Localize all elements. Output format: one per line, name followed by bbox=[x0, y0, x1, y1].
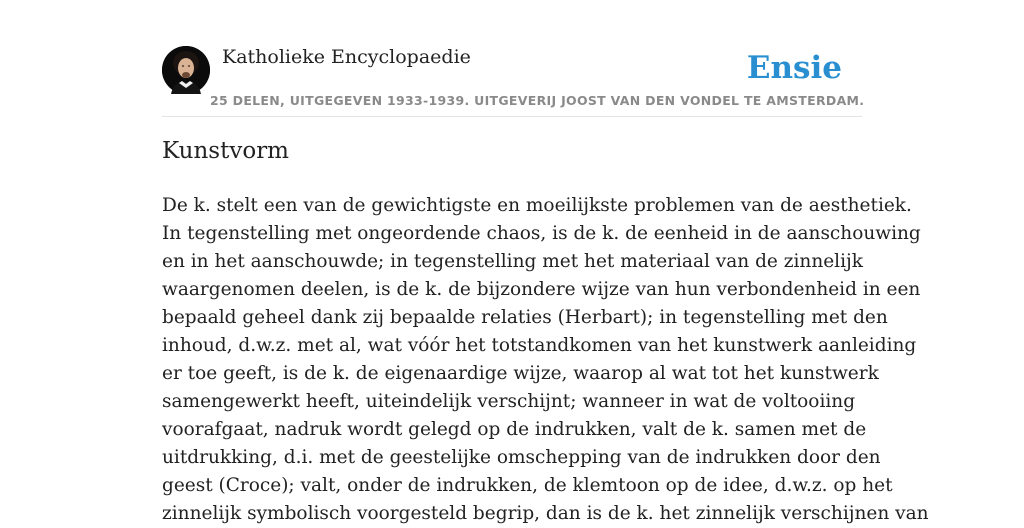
body-line: uitdrukking, d.i. met de geestelijke omschepping van de indrukken door den bbox=[162, 447, 881, 468]
ensie-logo[interactable]: Ensie bbox=[746, 50, 842, 86]
body-line: geest (Croce); valt, onder de indrukken, de klemtoon op de idee, d.w.z. op het bbox=[162, 475, 893, 496]
body-line: samengewerkt heeft, uiteindelijk verschijnt; wanneer in wat de voltooiing bbox=[162, 391, 856, 412]
body-line: er toe geeft, is de k. de eigenaardige wijze, waarop al wat tot het kunstwerk bbox=[162, 363, 879, 384]
portrait-icon bbox=[162, 46, 210, 94]
source-subtitle: 25 DELEN, UITGEGEVEN 1933-1939. UITGEVERIJ JOOST VAN DEN VONDEL TE AMSTERDAM. bbox=[210, 93, 865, 108]
body-line: waargenomen deelen, is de k. de bijzondere wijze van hun verbondenheid in een bbox=[162, 279, 921, 300]
body-line: inhoud, d.w.z. met al, wat vóór het totstandkomen van het kunstwerk aanleiding bbox=[162, 335, 917, 356]
body-line: De k. stelt een van de gewichtigste en moeilijkste problemen van de aesthetiek. bbox=[162, 195, 912, 216]
body-line: zinnelijk symbolisch voorgesteld begrip, dan is de k. het zinnelijk verschijnen van bbox=[162, 503, 929, 524]
source-header bbox=[162, 46, 865, 117]
body-line: In tegenstelling met ongeordende chaos, is de k. de eenheid in de aanschouwing bbox=[162, 223, 921, 244]
body-line: en in het aanschouwde; in tegenstelling met het materiaal van de zinnelijk bbox=[162, 251, 863, 272]
body-line: voorafgaat, nadruk wordt gelegd op de indrukken, valt de k. samen met de bbox=[162, 419, 867, 440]
body-line: bepaald geheel dank zij bepaalde relaties (Herbart); in tegenstelling met den bbox=[162, 307, 888, 328]
entry-body bbox=[162, 192, 929, 524]
avatar[interactable] bbox=[162, 46, 210, 94]
entry-title: Kunstvorm bbox=[162, 138, 289, 164]
source-title[interactable]: Katholieke Encyclopaedie bbox=[222, 46, 471, 68]
